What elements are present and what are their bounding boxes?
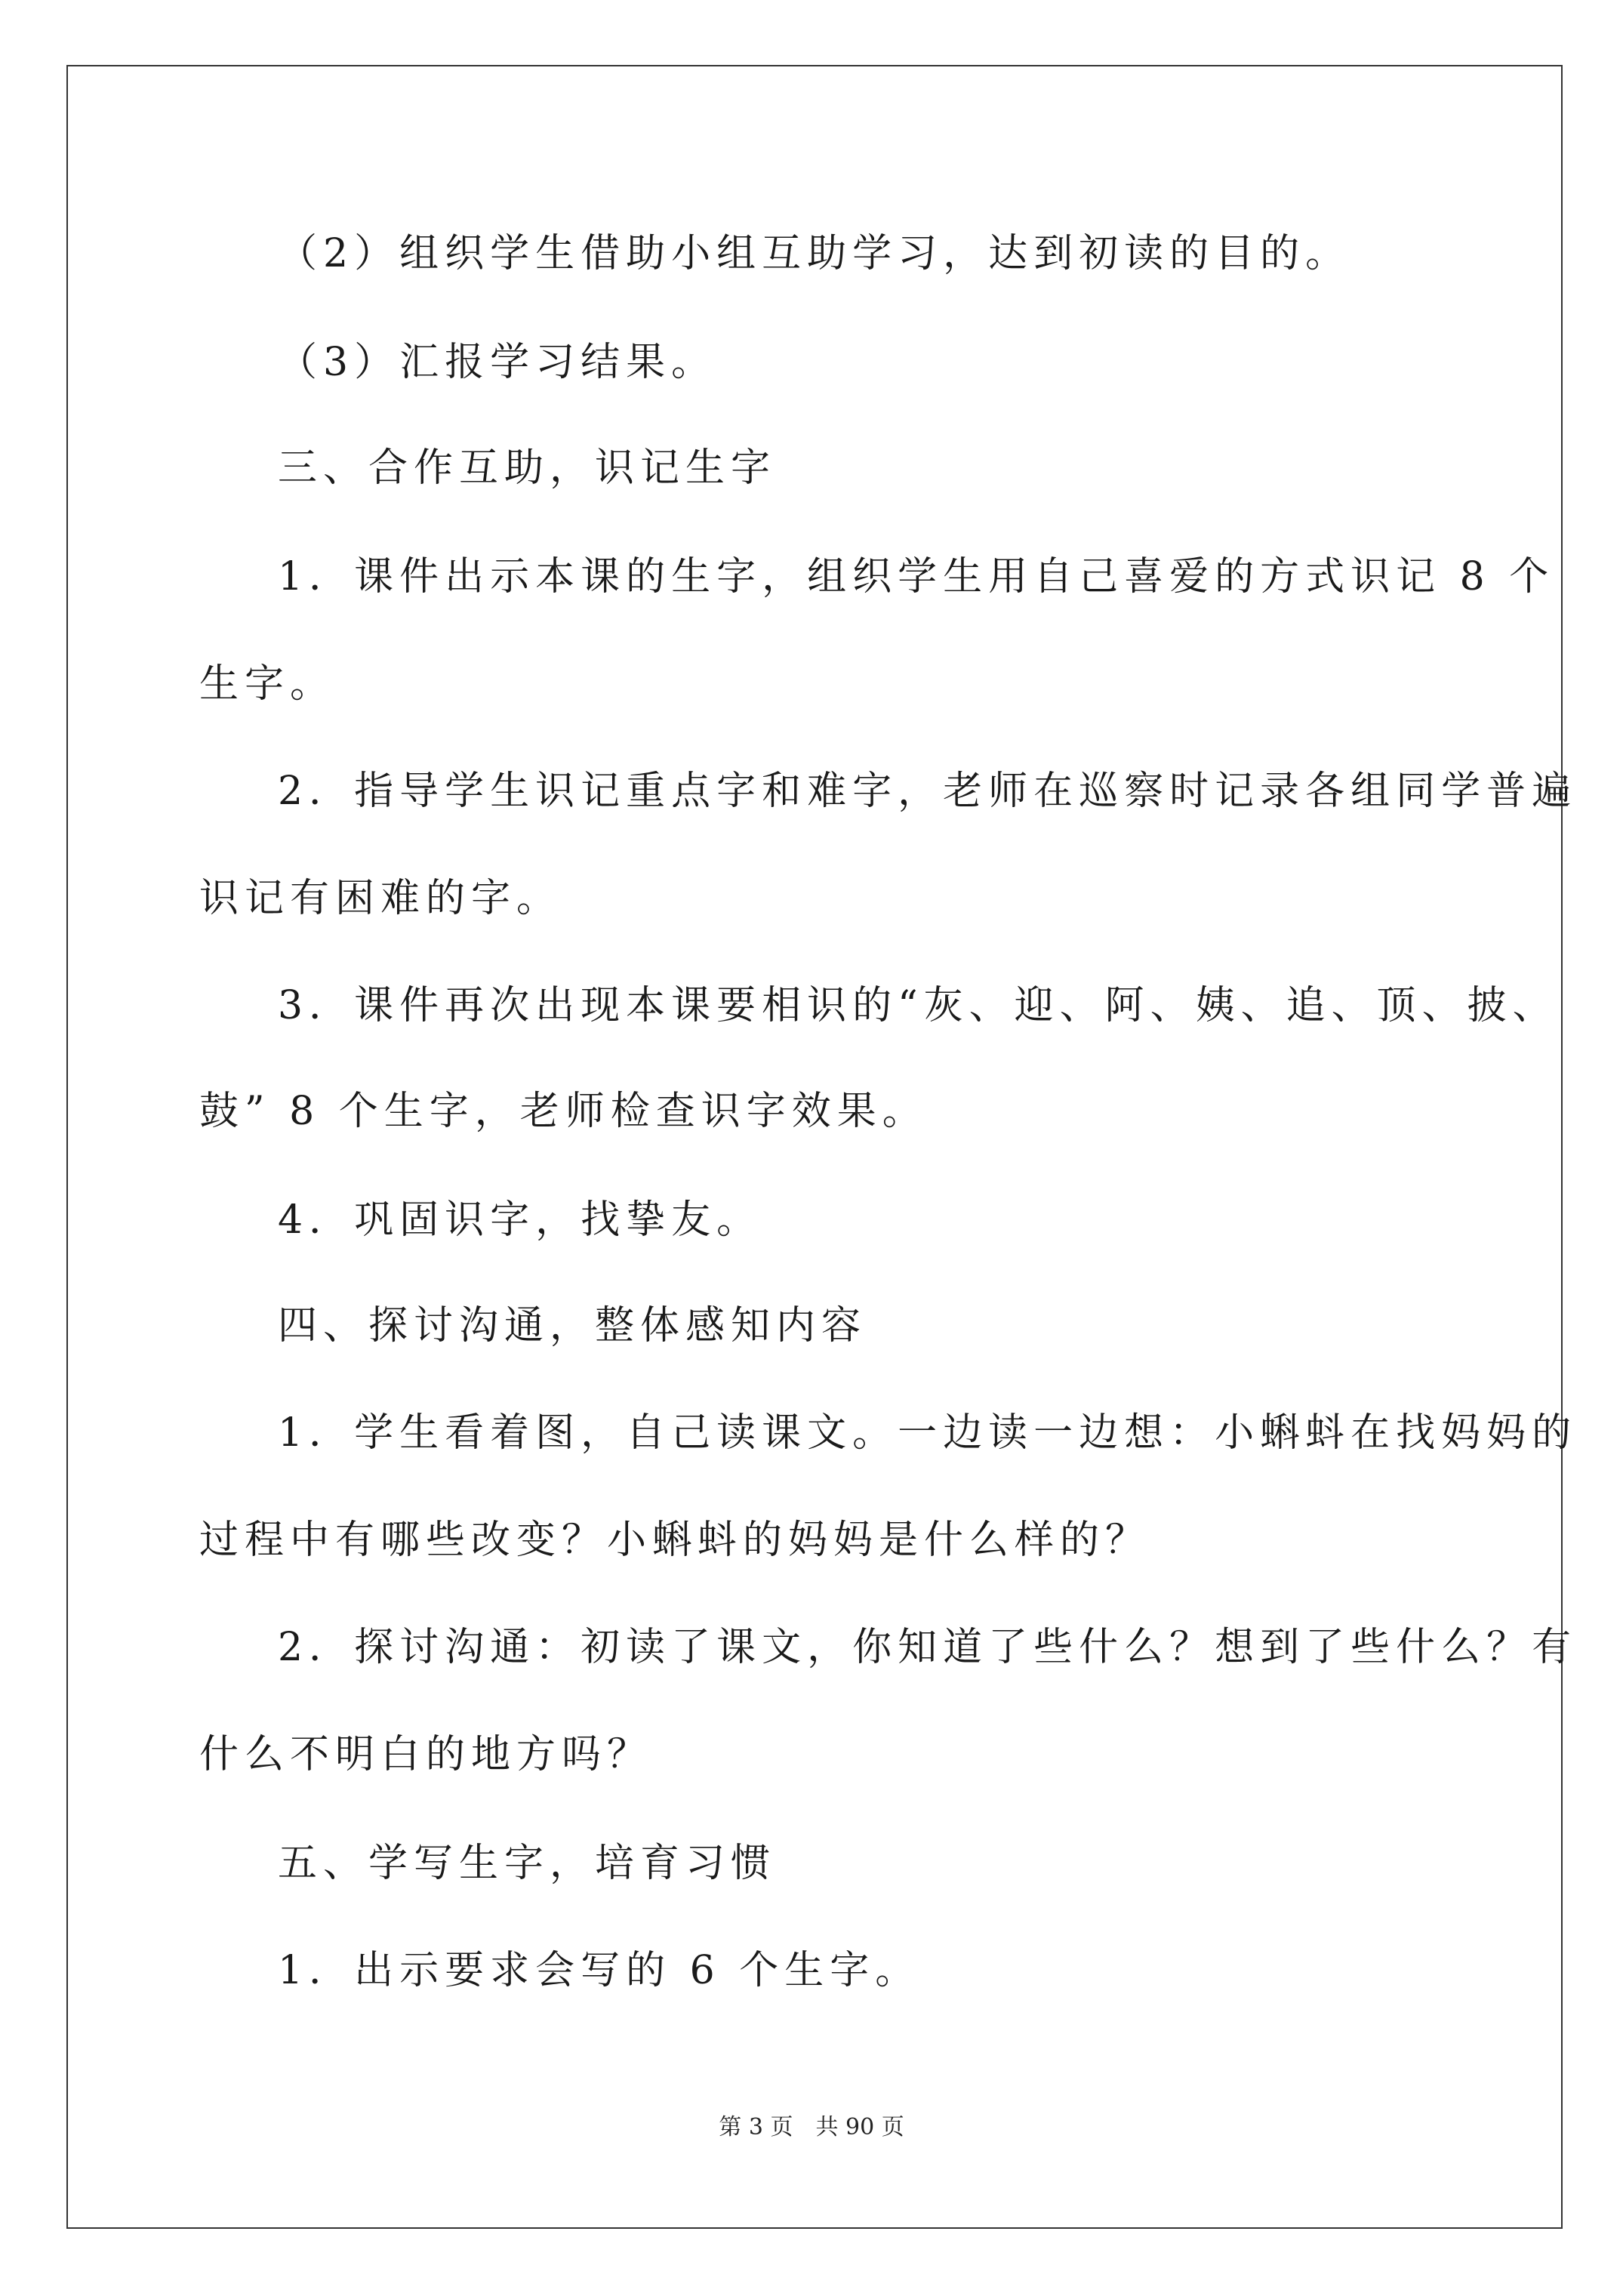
text-line: 识记有困难的字。	[199, 876, 562, 921]
page-number-label: 第 3 页 共 90 页	[719, 2114, 904, 2140]
text-line: 过程中有哪些改变？小蝌蚪的妈妈是什么样的？	[199, 1518, 1151, 1563]
text-line: 什么不明白的地方吗？	[199, 1732, 653, 1777]
page-footer	[0, 2113, 1623, 2143]
text-line: 1．课件出示本课的生字，组织学生用自己喜爱的方式识记 8 个	[278, 554, 1555, 599]
text-line: 3．课件再次出现本课要相识的“灰、迎、阿、姨、追、顶、披、	[278, 983, 1558, 1028]
text-line: （3）汇报学习结果。	[278, 340, 717, 385]
text-line: 1．学生看着图，自己读课文。一边读一边想：小蝌蚪在找妈妈的	[278, 1410, 1578, 1456]
section-heading: 五、学写生字，培育习惯	[278, 1841, 777, 1886]
text-line: （2）组织学生借助小组互助学习，达到初读的目的。	[278, 231, 1351, 276]
section-heading: 四、探讨沟通，整体感知内容	[278, 1303, 867, 1348]
text-line: 4．巩固识字，找挚友。	[278, 1197, 762, 1243]
text-line: 1．出示要求会写的 6 个生字。	[278, 1948, 921, 1993]
page-frame	[66, 65, 1563, 2229]
section-heading: 三、合作互助，识记生字	[278, 445, 777, 491]
text-line: 2．探讨沟通：初读了课文，你知道了些什么？想到了些什么？有	[278, 1625, 1578, 1670]
text-line: 2．指导学生识记重点字和难字，老师在巡察时记录各组同学普遍	[278, 769, 1578, 814]
text-line: 生字。	[199, 661, 336, 707]
text-line: 鼓” 8 个生字，老师检查识字效果。	[199, 1089, 928, 1134]
